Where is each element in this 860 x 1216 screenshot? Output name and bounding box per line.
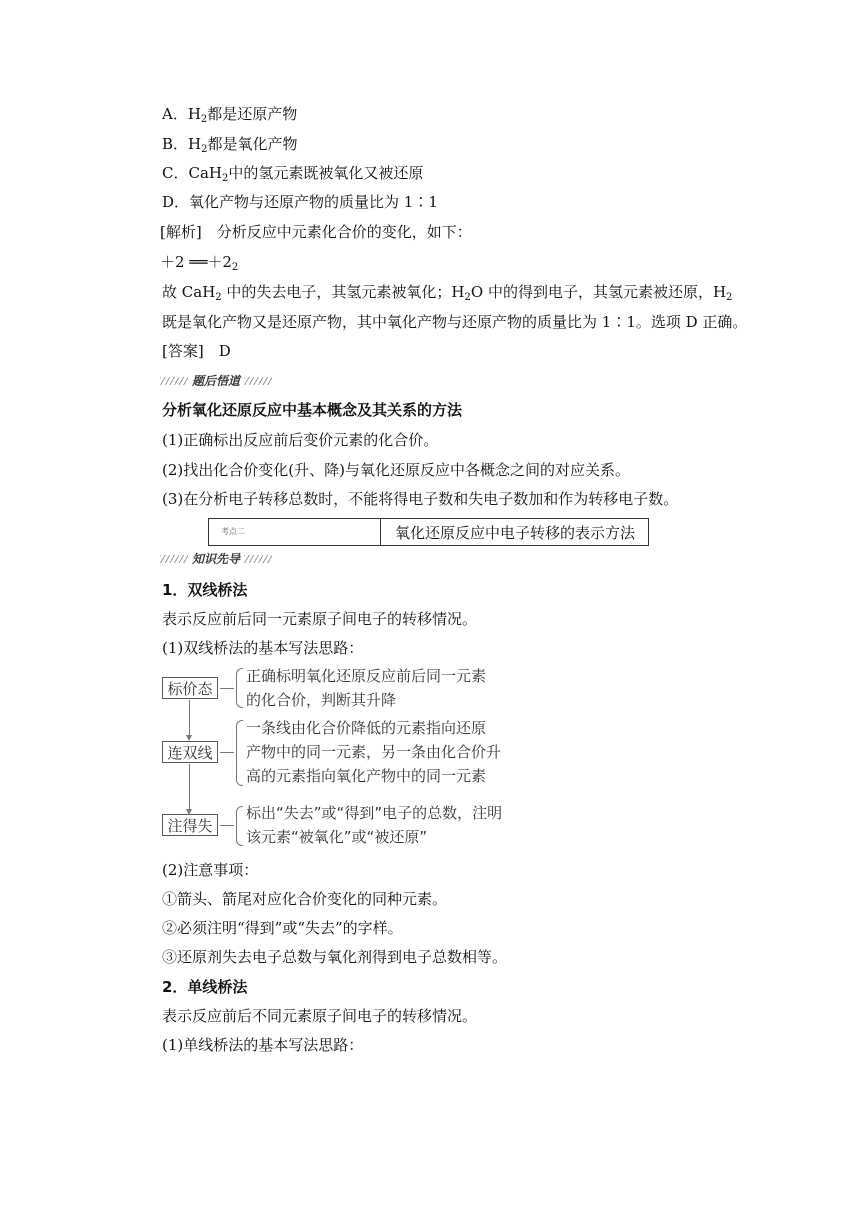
option-b: B．$H_2$都是氧化产物 <box>162 135 298 155</box>
flow-arrow <box>189 700 190 736</box>
summary-item-3: (3)在分析电子转移总数时，不能将得电子数和失电子数加和作为转移电子数。 <box>162 490 679 508</box>
flow-desc-1: 正确标明氧化还原反应前后同一元素 的化合价，判断其升降 <box>246 667 487 709</box>
answer-line: [答案] D <box>162 342 231 360</box>
kaodian-header-box <box>208 518 649 546</box>
option-c: C．CaH$_2$中的氢元素既被氧化又被还原 <box>162 164 424 184</box>
kaodian-title: 氧化还原反应中电子转移的表示方法 <box>395 524 636 542</box>
analysis-intro: [解析] 分析反应中元素化合价的变化，如下： <box>160 223 472 241</box>
hatch-decoration <box>160 555 188 563</box>
hatch-decoration <box>244 377 272 385</box>
section2-heading: 2．单线桥法 <box>162 978 248 996</box>
section1-heading: 1．双线桥法 <box>162 581 248 599</box>
flow-arrow <box>189 764 190 810</box>
section2-desc: 表示反应前后不同元素原子间电子的转移情况。 <box>162 1007 478 1025</box>
section1-sub2: (2)注意事项： <box>162 861 259 879</box>
analysis-text-2: 既是氧化产物又是还原产物，其中氧化产物与还原产物的质量比为 1∶1。选项 D 正确。 <box>162 313 748 331</box>
option-a: A．$H_2$都是还原产物 <box>162 105 298 125</box>
summary-title: 分析氧化还原反应中基本概念及其关系的方法 <box>162 401 463 419</box>
note-3: ③还原剂失去电子总数与氧化剂得到电子总数相等。 <box>162 948 508 966</box>
flow-desc-2: 一条线由化合价降低的元素指向还原 产物中的同一元素，另一条由化合价升 高的元素指向氧化产物中的同一元素 <box>246 719 502 785</box>
hatch-decoration <box>244 555 272 563</box>
kaodian-tag: 考点二 <box>221 527 245 536</box>
summary-item-1: (1)正确标出反应前后变价元素的化合价。 <box>162 431 439 449</box>
flow-box-zhudeshi: 注得失 <box>162 814 218 836</box>
section1-sub1: (1)双线桥法的基本写法思路： <box>162 639 364 657</box>
flow-box-biaojiatai: 标价态 <box>162 677 218 699</box>
banner-zhishi-xiandao: 知识先导 <box>160 550 290 566</box>
flow-box-lianshuangxian: 连双线 <box>162 741 218 763</box>
note-2: ②必须注明“得到”或“失去”的字样。 <box>162 919 403 937</box>
analysis-equation: ＋2 $══+2_2$ <box>160 253 239 273</box>
section2-sub1: (1)单线桥法的基本写法思路： <box>162 1036 364 1054</box>
section1-desc: 表示反应前后同一元素原子间电子的转移情况。 <box>162 610 478 628</box>
hatch-decoration <box>160 377 188 385</box>
note-1: ①箭头、箭尾对应化合价变化的同种元素。 <box>162 890 448 908</box>
option-d: D．氧化产物与还原产物的质量比为 1∶1 <box>162 193 438 211</box>
banner-tihou-wudao: 题后悟道 <box>160 372 290 388</box>
flow-desc-3: 标出“失去”或“得到”电子的总数，注明 该元素“被氧化”或“被还原” <box>246 804 503 846</box>
analysis-text-1: 故 CaH$_2$ 中的失去电子，其氢元素被氧化；$H_2O$ 中的得到电子，其氢元素被还原，$H_2$ <box>162 283 733 303</box>
summary-item-2: (2)找出化合价变化(升、降)与氧化还原反应中各概念之间的对应关系。 <box>162 461 630 479</box>
